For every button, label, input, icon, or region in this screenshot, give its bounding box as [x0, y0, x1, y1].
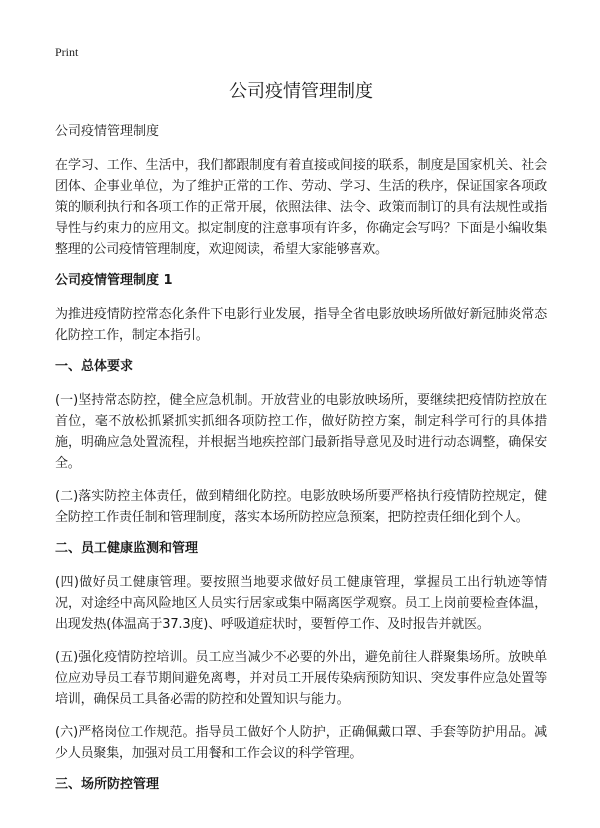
paragraph-normalized-prevention: (一)坚持常态防控，健全应急机制。开放营业的电影放映场所，要继续把疫情防控放在首位，毫不放松抓紧抓实抓细各项防控工作，做好防控方案，制定科学可行的具体措施，明确应急处置流程，并根据当地疾控部门最新指导意见及时进行动态调整，确保安全。 — [55, 393, 547, 471]
heading-general-requirements: 一、总体要求 — [55, 359, 134, 374]
heading-venue-control: 三、场所防控管理 — [55, 777, 160, 792]
section-intro-paragraph: 为推进疫情防控常态化条件下电影行业发展，指导全省电影放映场所做好新冠肺炎常态化防控工作，制定本指引。 — [55, 307, 547, 343]
document-title: 公司疫情管理制度 — [229, 81, 373, 102]
paragraph-responsibility: (二)落实防控主体责任，做到精细化防控。电影放映场所要严格执行疫情防控规定，健全防控工作责任制和管理制度，落实本场所防控应急预案，把防控责任细化到个人。 — [55, 489, 547, 525]
heading-staff-health: 二、员工健康监测和管理 — [55, 541, 199, 556]
paragraph-training: (五)强化疫情防控培训。员工应当减少不必要的外出，避免前往人群聚集场所。放映单位应劝导员工春节期间避免离粤，并对员工开展传染病预防知识、突发事件应急处置等培训，确保员工具备必需的防控和处置知识与能力。 — [55, 650, 547, 707]
section-title: 公司疫情管理制度 1 — [55, 273, 173, 288]
intro-paragraph: 在学习、工作、生活中，我们都跟制度有着直接或间接的联系，制度是国家机关、社会团体、企事业单位，为了维护正常的工作、劳动、学习、生活的秩序，保证国家各项政策的顺利执行和各项工作的正常开展，依照法律、法令、政策而制订的具有法规性或指导性与约束力的应用文。拟定制度的注意事项有许多，你确定会写吗？下面是小编收集整理的公司疫情管理制度，欢迎阅读，希望大家能够喜欢。 — [55, 158, 547, 257]
paragraph-work-standards: (六)严格岗位工作规范。指导员工做好个人防护，正确佩戴口罩、手套等防护用品。减少人员聚集，加强对员工用餐和工作会议的科学管理。 — [55, 725, 547, 761]
paragraph-health-management: (四)做好员工健康管理。要按照当地要求做好员工健康管理，掌握员工出行轨迹等情况，对途经中高风险地区人员实行居家或集中隔离医学观察。员工上岗前要检查体温，出现发热(体温高于37.3度)、呼吸道症状时，要暂停工作、及时报告并就医。 — [55, 575, 547, 632]
print-label[interactable]: Print — [55, 45, 79, 59]
document-subtitle: 公司疫情管理制度 — [55, 124, 160, 139]
